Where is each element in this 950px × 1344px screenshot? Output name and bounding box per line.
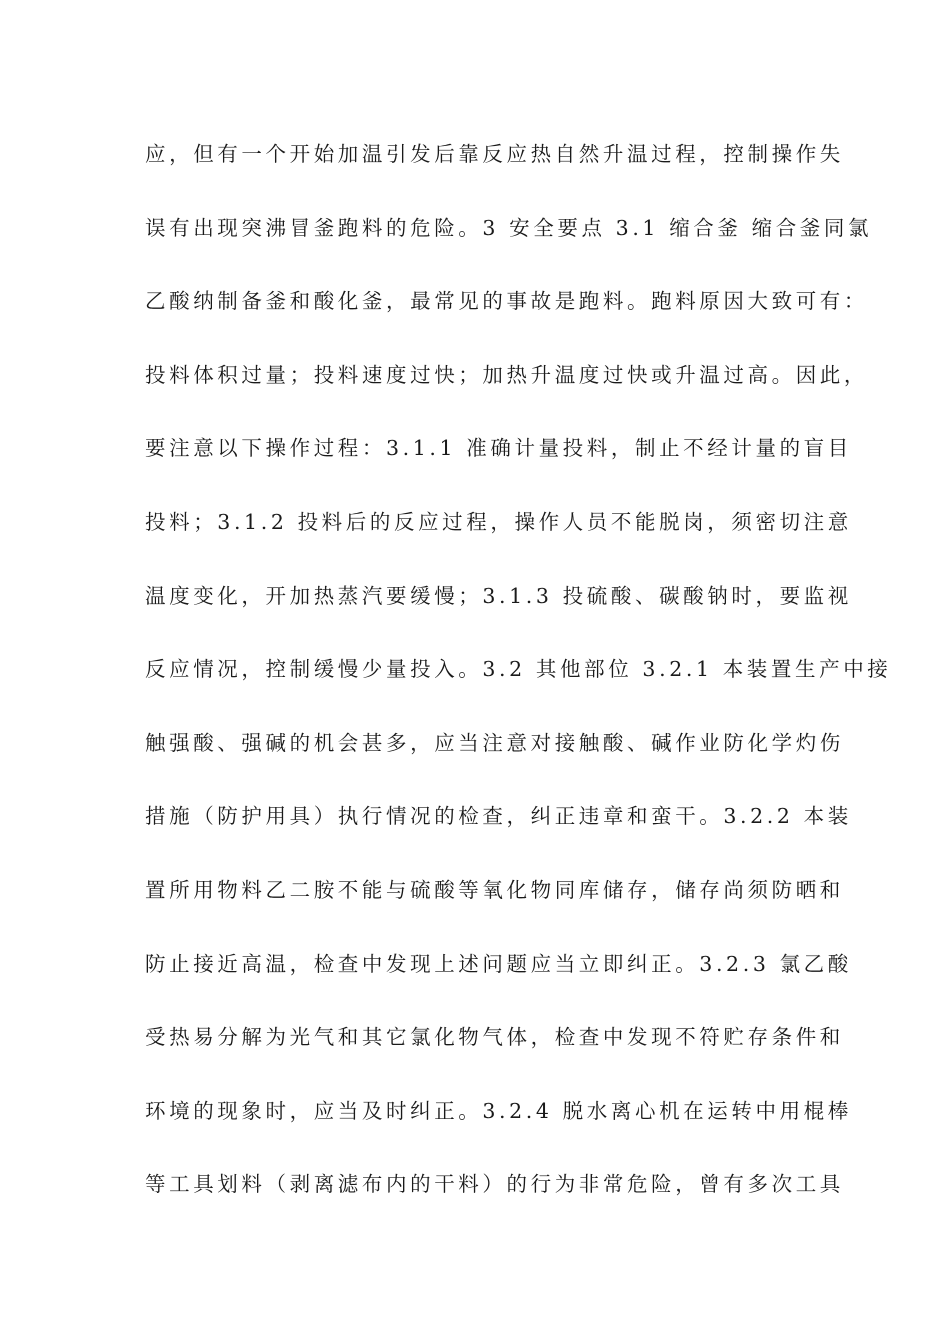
text-line: 投料体积过量；投料速度过快；加热升温度过快或升温过高。因此， (145, 362, 868, 387)
text-line: 防止接近高温，检查中发现上述问题应当立即纠正。3.2.3 氯乙酸 (145, 951, 852, 976)
text-line: 环境的现象时，应当及时纠正。3.2.4 脱水离心机在运转中用棍棒 (145, 1098, 852, 1123)
text-line: 乙酸纳制备釜和酸化釜，最常见的事故是跑料。跑料原因大致可有： (145, 289, 868, 314)
text-line: 要注意以下操作过程：3.1.1 准确计量投料，制止不经计量的盲目 (145, 436, 852, 461)
text-line: 反应情况，控制缓慢少量投入。3.2 其他部位 3.2.1 本装置生产中接 (145, 657, 892, 682)
text-line: 等工具划料（剥离滤布内的干料）的行为非常危险，曾有多次工具 (145, 1172, 844, 1197)
text-line: 投料；3.1.2 投料后的反应过程，操作人员不能脱岗，须密切注意 (145, 509, 852, 534)
text-line: 触强酸、强碱的机会甚多，应当注意对接触酸、碱作业防化学灼伤 (145, 730, 844, 755)
body-text (145, 134, 892, 1238)
text-line: 温度变化，开加热蒸汽要缓慢；3.1.3 投硫酸、碳酸钠时，要监视 (145, 583, 852, 608)
text-line: 措施（防护用具）执行情况的检查，纠正违章和蛮干。3.2.2 本装 (145, 804, 852, 829)
text-line: 应，但有一个开始加温引发后靠反应热自然升温过程，控制操作失 (145, 142, 844, 166)
text-line: 误有出现突沸冒釜跑料的危险。3 安全要点 3.1 缩合釜 缩合釜同氯 (145, 215, 873, 240)
text-line: 受热易分解为光气和其它氯化物气体，检查中发现不符贮存条件和 (145, 1025, 844, 1050)
text-line: 置所用物料乙二胺不能与硫酸等氧化物同库储存，储存尚须防晒和 (145, 877, 844, 902)
